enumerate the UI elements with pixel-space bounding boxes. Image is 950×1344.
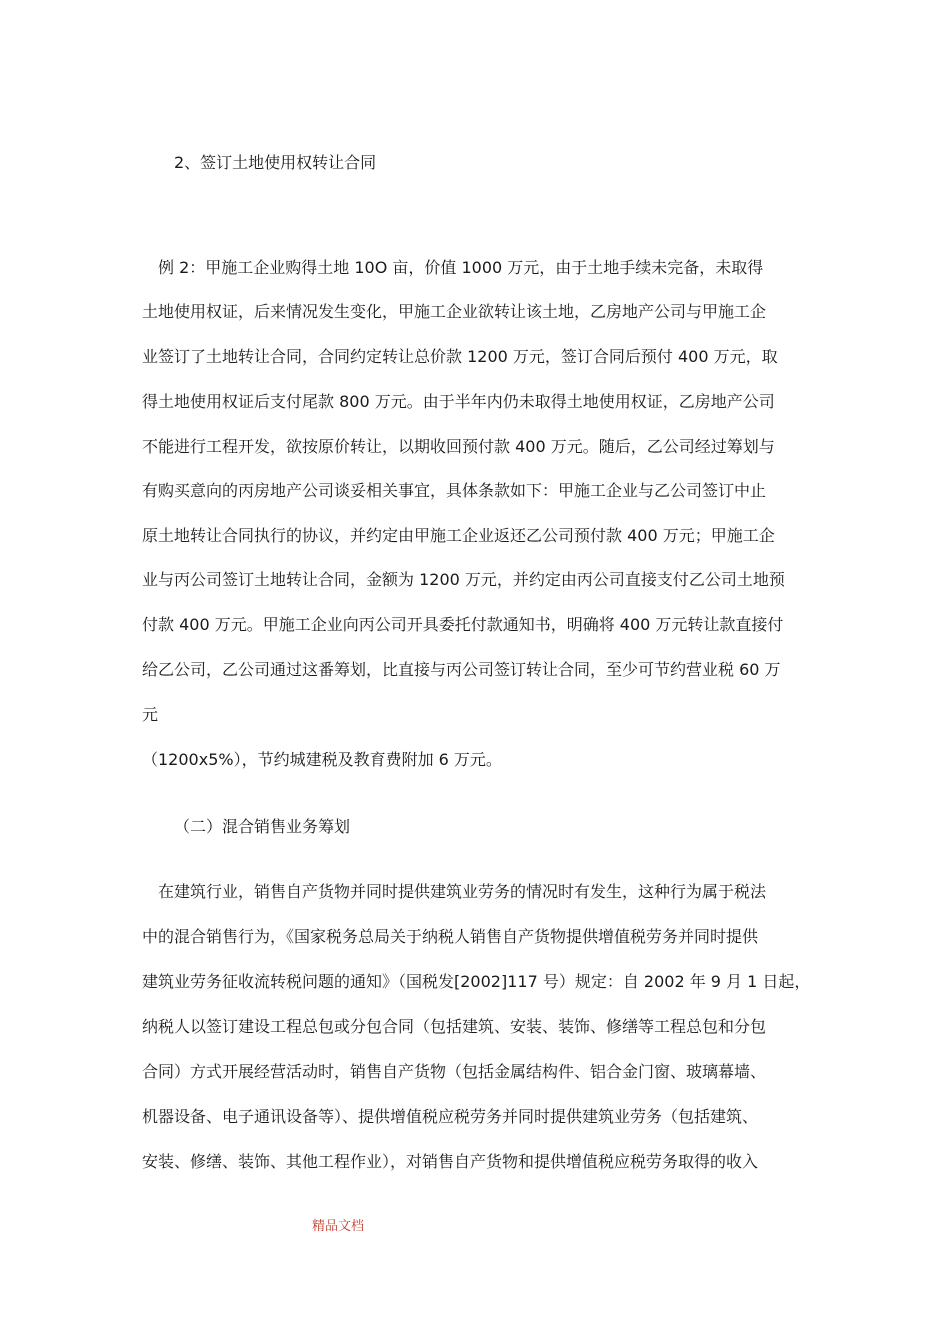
paragraph-line: 土地使用权证，后来情况发生变化，甲施工企业欲转让该土地，乙房地产公司与甲施工企 [142, 302, 767, 321]
paragraph-line: 原土地转让合同执行的协议，并约定由甲施工企业返还乙公司预付款 400 万元；甲施工企 [142, 526, 775, 545]
paragraph-line: 业与丙公司签订土地转让合同，金额为 1200 万元，并约定由丙公司直接支付乙公司土地预 [142, 570, 785, 589]
paragraph-line: 给乙公司，乙公司通过这番筹划，比直接与丙公司签订转让合同，至少可节约营业税 60 万 [142, 660, 781, 679]
paragraph-line: 机器设备、电子通讯设备等）、提供增值税应税劳务并同时提供建筑业劳务（包括建筑、 [142, 1107, 759, 1126]
paragraph-line: 业签订了土地转让合同，合同约定转让总价款 1200 万元，签订合同后预付 400 万元，取 [142, 347, 778, 366]
page-footer: 精品文档 [312, 1219, 365, 1234]
paragraph-line: 合同）方式开展经营活动时，销售自产货物（包括金属结构件、铝合金门窗、玻璃幕墙、 [142, 1062, 767, 1081]
paragraph-line: 在建筑行业，销售自产货物并同时提供建筑业劳务的情况时有发生，这种行为属于税法 [142, 882, 767, 901]
section-heading-land-transfer-contract: 2、签订土地使用权转让合同 [174, 153, 377, 172]
paragraph-line: 安装、修缮、装饰、其他工程作业），对销售自产货物和提供增值税应税劳务取得的收入 [142, 1152, 759, 1171]
paragraph-line: 例 2：甲施工企业购得土地 10O 亩，价值 1000 万元，由于土地手续未完备，未取得 [142, 258, 764, 277]
paragraph-line: 得土地使用权证后支付尾款 800 万元。由于半年内仍未取得土地使用权证，乙房地产公司 [142, 392, 775, 411]
paragraph-line: （1200x5%），节约城建税及教育费附加 6 万元。 [142, 750, 502, 769]
paragraph-line: 中的混合销售行为，《国家税务总局关于纳税人销售自产货物提供增值税劳务并同时提供 [142, 927, 759, 946]
paragraph-line: 不能进行工程开发，欲按原价转让，以期收回预付款 400 万元。随后，乙公司经过筹划与 [142, 437, 775, 456]
paragraph-line: 纳税人以签订建设工程总包或分包合同（包括建筑、安装、装饰、修缮等工程总包和分包 [142, 1017, 767, 1036]
paragraph-line: 元 [142, 705, 159, 724]
section-heading-mixed-sales: （二）混合销售业务筹划 [174, 817, 351, 836]
paragraph-line: 付款 400 万元。甲施工企业向丙公司开具委托付款通知书，明确将 400 万元转让款直接付 [142, 615, 784, 634]
paragraph-line: 建筑业劳务征收流转税问题的通知》（国税发[2002]117 号）规定：自 2002 年 9 月 1 日起， [142, 972, 811, 991]
paragraph-line: 有购买意向的丙房地产公司谈妥相关事宜，具体条款如下：甲施工企业与乙公司签订中止 [142, 481, 767, 500]
